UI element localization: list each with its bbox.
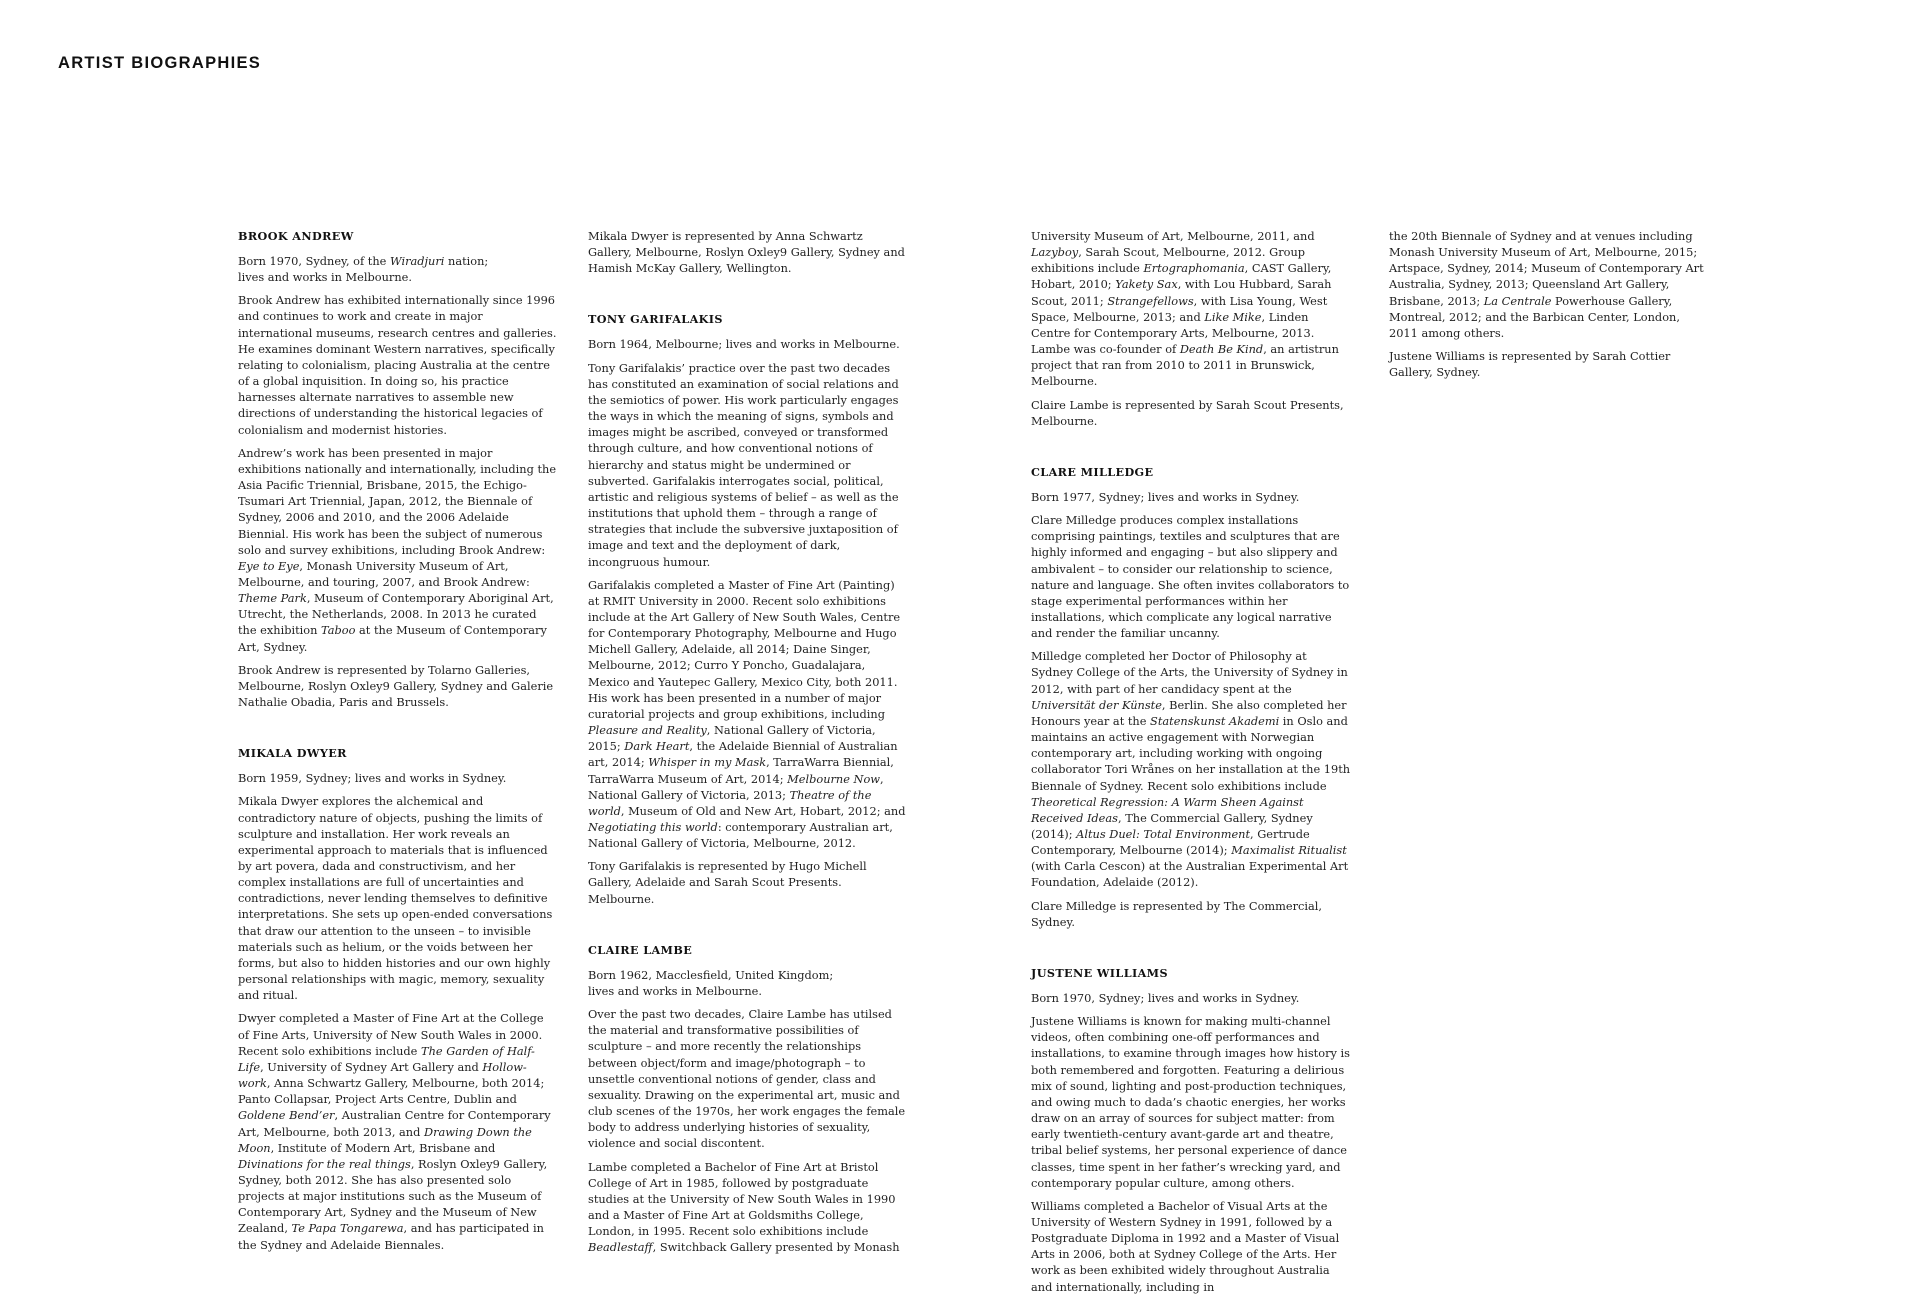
claire-lambe-bio-2-start: Lambe completed a Bachelor of Fine Art at Bristol College of Art in 1985, followed by postgraduate studies at the University of New South Wales in 1990 and a Master of Fine Art at Goldsmiths College, London, in 1995. Recent solo exhibitions include Beadlestaff, Switchback Gallery presented by Monash bbox=[588, 1159, 900, 1255]
tony-garifalakis-bio-1: Tony Garifalakis’ practice over the past two decades has constituted an examination of social relations and the semiotics of power. His work particularly engages the ways in which the meaning of signs, symbols and images might be ascribed, conveyed or transformed through culture, and how conventional notions of hierarchy and status might be undermined or subverted. Garifalakis interrogates social, political, artistic and religious systems of belief – as well as the institutions that uphold them – through a range of strategies that include the subversive juxtaposition of image and text and the deployment of dark, incongruous humour. bbox=[588, 360, 899, 569]
tony-garifalakis-representation: Tony Garifalakis is represented by Hugo Michell Gallery, Adelaide and Sarah Scout Presents. Melbourne. bbox=[588, 859, 867, 906]
column-2 bbox=[588, 228, 908, 1262]
justene-williams-bio-1: Justene Williams is known for making multi-channel videos, often combining one-off performances and installations, to examine through images how history is both remembered and forgotten. Featuring a delirious mix of sound, lighting and post-production techniques, and owing much to dada’s chaotic energies, her works draw on an array of sources for subject matter: from early twentieth-century avant-garde art and theatre, tribal belief systems, her personal experience of dance classes, time spent in her father’s wrecking yard, and contemporary popular culture, among others. bbox=[1031, 1014, 1350, 1190]
justene-williams-bio-2-start: Williams completed a Bachelor of Visual Arts at the University of Western Sydney in 1991, followed by a Postgraduate Diploma in 1992 and a Master of Visual Arts in 2006, both at Sydney College of the Arts. Her work as been exhibited widely throughout Australia and internationally, including in bbox=[1031, 1198, 1340, 1294]
artist-heading-brook-andrew: BROOK ANDREW bbox=[238, 229, 354, 243]
column-3 bbox=[1031, 228, 1351, 1302]
mikala-dwyer-bio-1: Mikala Dwyer explores the alchemical and contradictory nature of objects, pushing the limits of sculpture and installation. Her work reveals an experimental approach to materials that is influenced by art povera, dada and constructivism, and her complex installations are full of uncertainties and contradictions, never lending themselves to definitive interpretations. She sets up open-ended conversations that draw our attention to the unseen – to invisible materials such as helium, or the voids between her forms, but also to hidden histories and our own highly personal relationships with magic, memory, sexuality and ritual. bbox=[238, 794, 553, 1003]
clare-milledge-representation: Clare Milledge is represented by The Commercial, Sydney. bbox=[1031, 898, 1323, 929]
clare-milledge-born: Born 1977, Sydney; lives and works in Sydney. bbox=[1031, 489, 1300, 504]
mikala-dwyer-born: Born 1959, Sydney; lives and works in Sydney. bbox=[238, 771, 507, 786]
claire-lambe-bio-2-end: University Museum of Art, Melbourne, 2011, and Lazyboy, Sarah Scout, Melbourne, 2012. Group exhibitions include Ertographomania, CAST Gallery, Hobart, 2010; Yakety Sax, with Lou Hubbard, Sarah Scout, 2011; Strangefellows, with Lisa Young, West Space, Melbourne, 2013; and Like Mike, Linden Centre for Contemporary Arts, Melbourne, 2013. Lambe was co-founder of Death Be Kind, an artistrun project that ran from 2010 to 2011 in Brunswick, Melbourne. bbox=[1031, 229, 1339, 389]
page-title: ARTIST BIOGRAPHIES bbox=[58, 54, 262, 72]
artist-heading-clare-milledge: CLARE MILLEDGE bbox=[1031, 464, 1154, 479]
clare-milledge-bio-1: Clare Milledge produces complex installations comprising paintings, textiles and sculptures that are highly informed and engaging – but also slippery and ambivalent – to consider our relationship to science, nature and language. She often invites collaborators to stage experimental performances within her installations, which complicate any logical narrative and render the familiar uncanny. bbox=[1031, 513, 1350, 641]
artist-heading-mikala-dwyer: MIKALA DWYER bbox=[238, 746, 347, 761]
brook-andrew-representation: Brook Andrew is represented by Tolarno Galleries, Melbourne, Roslyn Oxley9 Gallery, Sydney and Galerie Nathalie Obadia, Paris and Brussels. bbox=[238, 662, 554, 710]
tony-garifalakis-bio-2: Garifalakis completed a Master of Fine Art (Painting) at RMIT University in 2000. Recent solo exhibitions include at the Art Gallery of New South Wales, Centre for Contemporary Photography, Melbourne and Hugo Michell Gallery, Adelaide, all 2014; Daine Singer, Melbourne, 2012; Curro Y Poncho, Guadalajara, Mexico and Yautepec Gallery, Mexico City, both 2011. His work has been presented in a number of major curatorial projects and group exhibitions, including Pleasure and Reality, National Gallery of Victoria, 2015; Dark Heart, the Adelaide Biennial of Australian art, 2014; Whisper in my Mask, TarraWarra Biennial, TarraWarra Museum of Art, 2014; Melbourne Now, National Gallery of Victoria, 2013; Theatre of the world, Museum of Old and New Art, Hobart, 2012; and Negotiating this world: contemporary Australian art, National Gallery of Victoria, Melbourne, 2012. bbox=[588, 577, 906, 851]
claire-lambe-born: Born 1962, Macclesfield, United Kingdom; lives and works in Melbourne. bbox=[588, 967, 834, 998]
clare-milledge-bio-2: Milledge completed her Doctor of Philosophy at Sydney College of the Arts, the University of Sydney in 2012, with part of her candidacy spent at the Universität der Künste, Berlin. She also completed her Honours year at the Statenskunst Akademi in Oslo and maintains an active engagement with Norwegian contemporary art, including working with ongoing collaborator Tori Wrånes on her installation at the 19th Biennale of Sydney. Recent solo exhibitions include Theoretical Regression: A Warm Sheen Against Received Ideas, The Commercial Gallery, Sydney (2014); Altus Duel: Total Environment, Gertrude Contemporary, Melbourne (2014); Maximalist Ritualist (with Carla Cescon) at the Australian Experimental Art Foundation, Adelaide (2012). bbox=[1031, 649, 1351, 890]
brook-andrew-bio-2: Andrew’s work has been presented in major exhibitions nationally and internationally, including the Asia Pacific Triennial, Brisbane, 2015, the Echigo-Tsumari Art Triennial, Japan, 2012, the Biennale of Sydney, 2006 and 2010, and the 2006 Adelaide Biennial. His work has been the subject of numerous solo and survey exhibitions, including Brook Andrew: Eye to Eye, Monash University Museum of Art, Melbourne, and touring, 2007, and Brook Andrew: Theme Park, Museum of Contemporary Aboriginal Art, Utrecht, the Netherlands, 2008. In 2013 he curated the exhibition Taboo at the Museum of Contemporary Art, Sydney. bbox=[238, 445, 557, 654]
brook-andrew-bio-1: Brook Andrew has exhibited internationally since 1996 and continues to work and create in major international museums, research centres and galleries. He examines dominant Western narratives, specifically relating to colonialism, placing Australia at the centre of a global inquisition. In doing so, his practice harnesses alternate narratives to assemble new directions of understanding the historical legacies of colonialism and modernist histories. bbox=[238, 293, 557, 437]
column-4 bbox=[1389, 228, 1709, 387]
justene-williams-born: Born 1970, Sydney; lives and works in Sydney. bbox=[1031, 990, 1300, 1005]
justene-williams-representation: Justene Williams is represented by Sarah Cottier Gallery, Sydney. bbox=[1389, 349, 1671, 380]
mikala-dwyer-representation: Mikala Dwyer is represented by Anna Schwartz Gallery, Melbourne, Roslyn Oxley9 Gallery, Sydney and Hamish McKay Gallery, Wellington. bbox=[588, 229, 905, 276]
claire-lambe-bio-1: Over the past two decades, Claire Lambe has utilsed the material and transformative possibilities of sculpture – and more recently the relationships between object/form and image/photograph – to unsettle conventional notions of gender, class and sexuality. Drawing on the experimental art, music and club scenes of the 1970s, her work engages the female body to address underlying histories of sexuality, violence and social discontent. bbox=[588, 1007, 906, 1151]
artist-heading-tony-garifalakis: TONY GARIFALAKIS bbox=[588, 312, 723, 327]
artist-heading-justene-williams: JUSTENE WILLIAMS bbox=[1031, 965, 1168, 980]
column-1 bbox=[238, 228, 558, 1260]
brook-andrew-born: Born 1970, Sydney, of the Wiradjuri nation; lives and works in Melbourne. bbox=[238, 254, 489, 285]
mikala-dwyer-bio-2: Dwyer completed a Master of Fine Art at the College of Fine Arts, University of New South Wales in 2000. Recent solo exhibitions include The Garden of Half-Life, University of Sydney Art Gallery and Hollow-work, Anna Schwartz Gallery, Melbourne, both 2014; Panto Collapsar, Project Arts Centre, Dublin and Goldene Bend’er, Australian Centre for Contemporary Art, Melbourne, both 2013, and Drawing Down the Moon, Institute of Modern Art, Brisbane and Divinations for the real things, Roslyn Oxley9 Gallery, Sydney, both 2012. She has also presented solo projects at major institutions such as the Museum of Contemporary Art, Sydney and the Museum of New Zealand, Te Papa Tongarewa, and has participated in the Sydney and Adelaide Biennales. bbox=[238, 1011, 551, 1252]
artist-heading-claire-lambe: CLAIRE LAMBE bbox=[588, 942, 693, 957]
tony-garifalakis-born: Born 1964, Melbourne; lives and works in Melbourne. bbox=[588, 337, 900, 352]
claire-lambe-representation: Claire Lambe is represented by Sarah Scout Presents, Melbourne. bbox=[1031, 397, 1344, 428]
justene-williams-bio-2-end: the 20th Biennale of Sydney and at venues including Monash University Museum of Art, Melbourne, 2015; Artspace, Sydney, 2014; Museum of Contemporary Art Australia, Sydney, 2013; Queensland Art Gallery, Brisbane, 2013; La Centrale Powerhouse Gallery, Montreal, 2012; and the Barbican Center, London, 2011 among others. bbox=[1389, 229, 1704, 340]
